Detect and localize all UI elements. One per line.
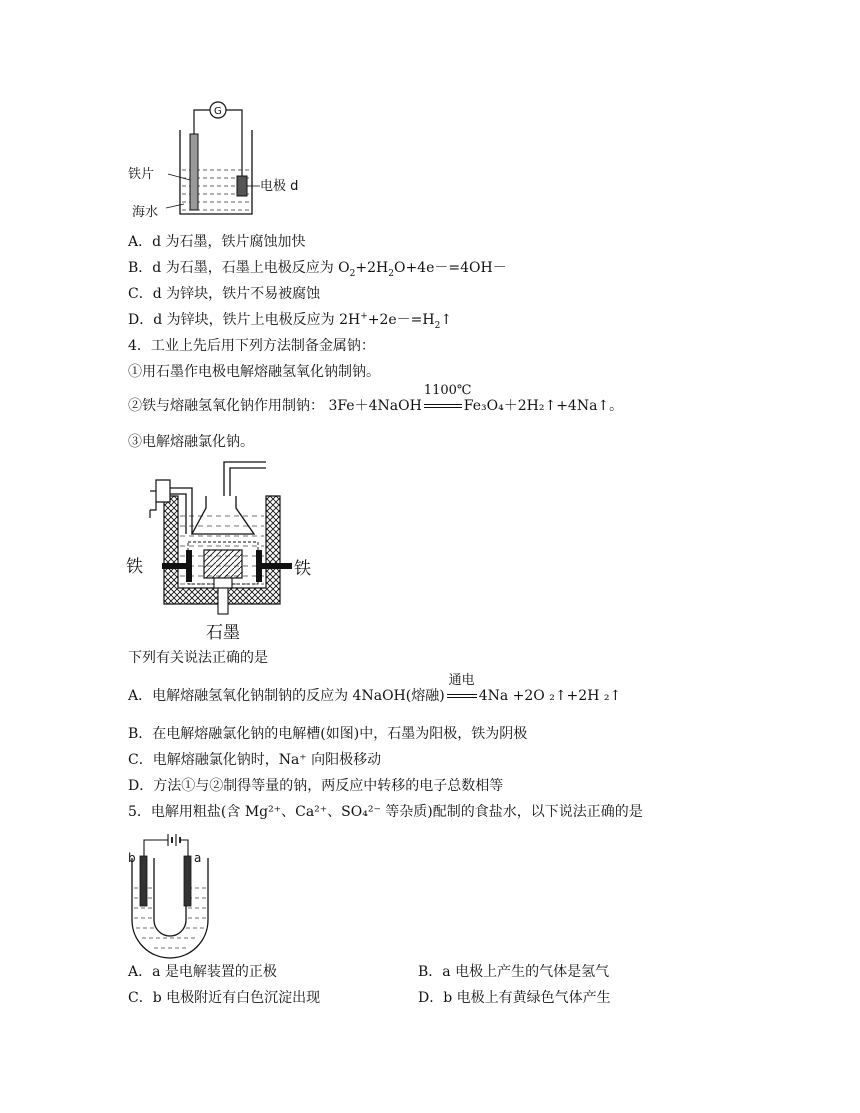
q5-option-b[interactable]: B．a 电极上产生的气体是氢气 bbox=[418, 964, 610, 980]
q3-option-b[interactable]: B．d 为石墨，石墨上电极反应为 $O_2+2H_2O+4e-=4OH-$ bbox=[128, 260, 507, 279]
figure-corrosion-beaker bbox=[128, 98, 299, 232]
q4-method-2-label: ②铁与熔融氢氧化钠作用制钠： bbox=[128, 398, 324, 414]
galvanometer-label: G bbox=[214, 106, 222, 117]
q4-option-c[interactable]: C．电解熔融氯化钠时，Na⁺ 向阳极移动 bbox=[128, 752, 382, 768]
q5-stem: 5．电解用粗盐(含 Mg²⁺、Ca²⁺、SO₄²⁻ 等杂质)配制的食盐水，以下说法正确的是 bbox=[128, 804, 643, 820]
q4-option-d[interactable]: D．方法①与②制得等量的钠，两反应中转移的电子总数相等 bbox=[128, 778, 504, 794]
electrode-a bbox=[184, 856, 191, 906]
iron-sheet bbox=[190, 134, 198, 210]
q3-option-b-text3: O+4e－=4OH－ bbox=[393, 260, 507, 276]
label-electrode-b: b bbox=[128, 851, 136, 865]
q3-option-d-text2: +2e－=H bbox=[367, 312, 435, 328]
electrode-b bbox=[140, 856, 147, 906]
q4-method-3: ③电解熔融氯化钠。 bbox=[128, 434, 254, 450]
figure-u-tube bbox=[126, 828, 216, 958]
label-electrode-d: 电极 d bbox=[260, 179, 299, 194]
graphite-anode bbox=[204, 550, 242, 578]
label-graphite: 石墨 bbox=[206, 623, 240, 643]
label-electrode-a: a bbox=[194, 851, 202, 865]
q4-method-2-condition: 1100℃ bbox=[423, 383, 472, 398]
q5-option-d[interactable]: D．b 电极上有黄绿色气体产生 bbox=[418, 990, 611, 1006]
q4-method-2-rhs: Fe₃O₄＋2H₂↑+4Na↑。 bbox=[463, 398, 624, 414]
q4-option-a-text: A．电解熔融氢氧化钠制钠的反应为 4NaOH(熔融) bbox=[128, 688, 445, 704]
q3-option-d[interactable]: D．d 为锌块，铁片上电极反应为 $2H^++2e-=H_2↑$ bbox=[128, 311, 453, 331]
q4-option-a-rhs: 4Na +2O ₂↑+2H ₂↑ bbox=[478, 688, 622, 704]
q3-option-d-text: D．d 为锌块，铁片上电极反应为 2H bbox=[128, 312, 361, 328]
q5-option-a[interactable]: A．a 是电解装置的正极 bbox=[128, 964, 277, 980]
q3-option-b-text: B．d 为石墨，石墨上电极反应为 O bbox=[128, 260, 350, 276]
label-iron-right: 铁 bbox=[294, 559, 311, 579]
q4-option-b[interactable]: B．在电解熔融氯化钠的电解槽(如图)中，石墨为阳极，铁为阴极 bbox=[128, 726, 528, 742]
q4-method-1: ①用石墨作电极电解熔融氢氧化钠制钠。 bbox=[128, 364, 380, 380]
q3-option-d-arrow: ↑ bbox=[440, 312, 453, 328]
q4-stem: 4．工业上先后用下列方法制备金属钠： bbox=[128, 338, 375, 354]
figure-nacl-electrolysis-cell bbox=[126, 460, 326, 642]
label-seawater: 海水 bbox=[132, 205, 159, 220]
q5-option-c[interactable]: C．b 电极附近有白色沉淀出现 bbox=[128, 990, 321, 1006]
q4-option-a[interactable] bbox=[128, 673, 622, 706]
q3-option-a[interactable]: A．d 为石墨，铁片腐蚀加快 bbox=[128, 234, 306, 250]
q3-option-b-text2: +2H bbox=[355, 260, 389, 276]
q3-option-c[interactable]: C．d 为锌块，铁片不易被腐蚀 bbox=[128, 286, 321, 302]
q4-ask: 下列有关说法正确的是 bbox=[128, 650, 268, 666]
q4-option-a-condition: 通电 bbox=[448, 673, 475, 688]
q4-method-2-lhs: 3Fe＋4NaOH bbox=[328, 398, 422, 414]
electrode-d bbox=[237, 176, 247, 196]
label-iron-sheet: 铁片 bbox=[128, 167, 155, 182]
label-iron-left: 铁 bbox=[126, 557, 143, 577]
q4-method-2 bbox=[128, 383, 624, 416]
